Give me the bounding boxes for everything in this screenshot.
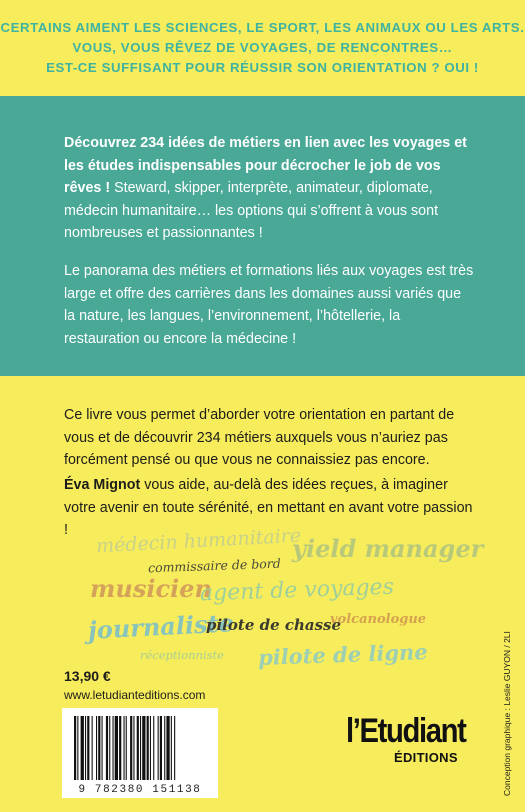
barcode-bar — [142, 716, 145, 780]
barcode-bar — [106, 716, 108, 780]
word-commissaire-de-bord: commissaire de bord — [147, 555, 281, 576]
barcode-bar — [137, 716, 139, 780]
word-medecin-humanitaire: médecin humanitaire — [95, 524, 302, 558]
price: 13,90 € — [64, 668, 111, 684]
teal-paragraph-1 — [64, 132, 474, 245]
header-line-3: EST-CE SUFFISANT POUR RÉUSSIR SON ORIENTATION ? OUI ! — [46, 60, 479, 75]
barcode-bar — [87, 716, 89, 780]
barcode-bar — [140, 716, 141, 780]
barcode-bars — [70, 716, 210, 782]
barcode-bar — [133, 716, 134, 780]
isbn-number: 9 782380 151138 — [78, 784, 202, 796]
yellow-paragraph-2-text: vous aide, au-delà des idées reçues, à imaginer votre avenir en toute sérénité, en mettant en avant votre passion ! — [64, 477, 473, 538]
header-banner — [0, 0, 525, 96]
design-credit: Conception graphique : Leslie GUYON / 2LI — [502, 631, 512, 796]
author-name: Éva Mignot — [64, 477, 141, 493]
barcode-bar — [153, 716, 154, 780]
barcode-bar — [81, 716, 84, 780]
yellow-paragraph-1: Ce livre vous permet d’aborder votre orientation en partant de vous et de découvrir 234 métiers auxquels vous n’auriez pas forcément pensé ou que vous ne connaissiez pas encore. — [64, 407, 455, 468]
teal-paragraph-1-bold: Découvrez 234 idées de métiers en lien avec les voyages et les études indispensables pour décrocher le job de vos rêves ! — [64, 135, 467, 196]
barcode-bar — [85, 716, 86, 780]
barcode-bar — [147, 716, 149, 780]
barcode-bar — [160, 716, 162, 780]
barcode-bar — [96, 716, 97, 780]
barcode-bar — [124, 716, 125, 780]
job-word-cloud — [0, 520, 525, 670]
barcode-bar — [158, 716, 159, 780]
word-musicien: musicien — [90, 574, 212, 603]
barcode-bar — [171, 716, 172, 780]
isbn-barcode — [62, 708, 218, 798]
logo-wordmark: l’Etudiant — [346, 712, 466, 750]
barcode-bar — [164, 716, 165, 780]
teal-paragraph-1-text: Steward, skipper, interprète, animateur, diplomate, médecin humanitaire… les options qui s’offrent à vous sont nombreuses et passionnantes ! — [64, 180, 439, 241]
teal-description-block — [0, 96, 525, 376]
barcode-bar — [150, 716, 151, 780]
word-volcanologue: volcanologue — [330, 612, 427, 627]
word-agent-de-voyages: agent de voyages — [199, 574, 395, 607]
word-receptionniste: réceptionniste — [140, 648, 224, 662]
barcode-bar — [92, 716, 93, 780]
barcode-bar — [166, 716, 169, 780]
word-pilote-de-ligne: pilote de ligne — [257, 639, 429, 670]
barcode-bar — [119, 716, 121, 780]
barcode-bar — [98, 716, 100, 780]
barcode-bar — [130, 716, 132, 780]
teal-paragraph-2: Le panorama des métiers et formations liés aux voyages est très large et offre des carrières dans les domaines aussi variés que la nature, les langues, l’environnement, l’hôtellerie, la restauration ou encore la médecine ! — [64, 263, 474, 347]
header-line-1: CERTAINS AIMENT LES SCIENCES, LE SPORT, LES ANIMAUX OU LES ARTS. — [0, 20, 525, 35]
logo-subtitle: ÉDITIONS — [394, 750, 458, 765]
barcode-bar — [102, 716, 103, 780]
barcode-bar — [74, 716, 76, 780]
word-yield-manager: yield manager — [292, 534, 484, 563]
barcode-bar — [126, 716, 127, 780]
word-pilote-de-chasse: pilote de chasse — [206, 616, 342, 634]
barcode-bar — [109, 716, 110, 780]
word-journaliste: journaliste — [87, 608, 235, 645]
barcode-bar — [77, 716, 78, 780]
barcode-bar — [113, 716, 114, 780]
publisher-logo — [346, 712, 466, 772]
barcode-bar — [115, 716, 118, 780]
publisher-website: www.letudianteditions.com — [64, 688, 206, 702]
barcode-bar — [174, 716, 175, 780]
header-line-2: VOUS, VOUS RÊVEZ DE VOYAGES, DE RENCONTRES… — [72, 40, 453, 55]
